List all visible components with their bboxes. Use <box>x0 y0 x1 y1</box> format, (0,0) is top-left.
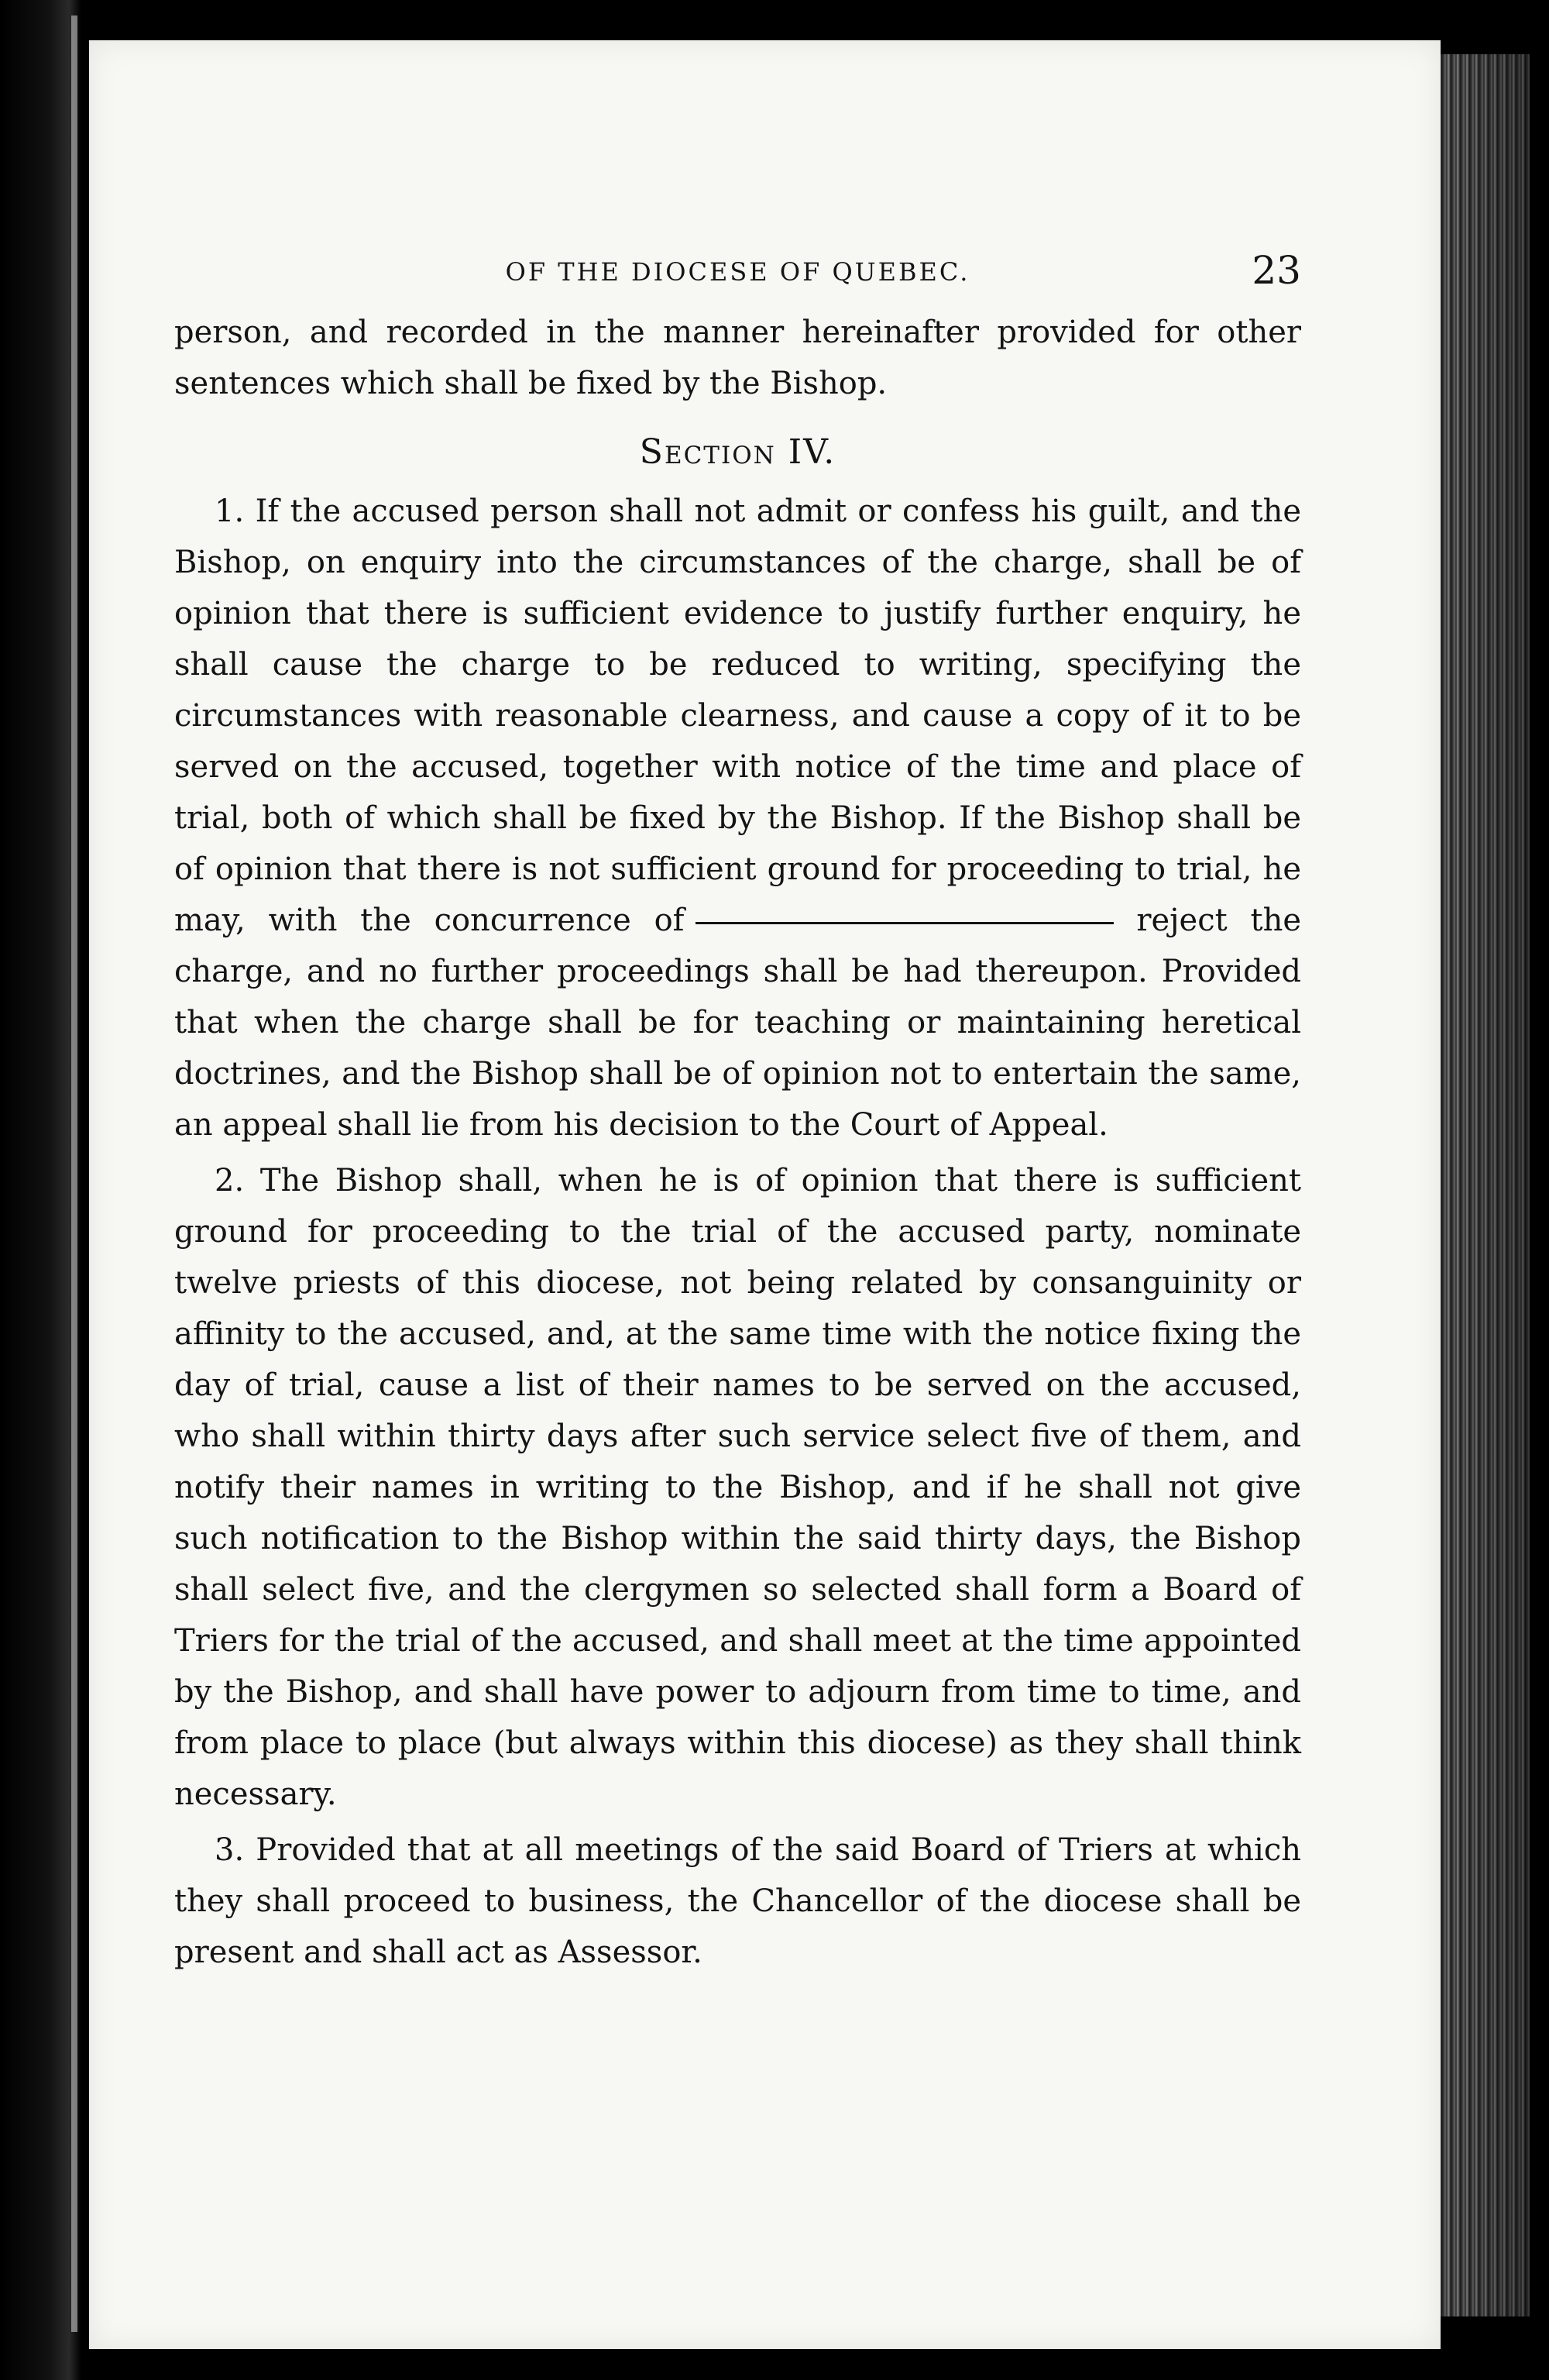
page-content <box>174 248 1301 1978</box>
list-item-2 <box>174 1155 1301 1820</box>
item-text-continued: reject the charge, and no further proceedings shall be had thereupon. Provided that when the charge shall be for teaching or maintaining heretical doctrines, and the Bishop shall be of opinion not to entertain the same, an appeal shall lie from his decision to the Court of Appeal. <box>174 903 1302 1143</box>
continuation-paragraph: person, and recorded in the manner hereinafter provided for other sentences which shall be fixed by the Bishop. <box>174 315 1301 401</box>
running-title: OF THE DIOCESE OF QUEBEC. <box>505 257 970 287</box>
item-text: Provided that at all meetings of the said Board of Triers at which they shall proceed to business, the Chancellor of the diocese shall be present and shall act as Assessor. <box>174 1832 1301 1970</box>
item-text: If the accused person shall not admit or confess his guilt, and the Bishop, on enquiry into the circumstances of the charge, shall be of opinion that there is sufficient evidence to justify further enquiry, he shall cause the charge to be reduced to writing, specifying the circumstances with reasonable clearness, and cause a copy of it to be served on the accused, together with notice of the time and place of trial, both of which shall be fixed by the Bishop. If the Bishop shall be of opinion that there is not sufficient ground for proceeding to trial, he may, with the concurrence of <box>174 494 1301 938</box>
page-number: 23 <box>1252 248 1301 293</box>
book-binding-edge <box>0 0 81 2380</box>
gutter-shadow <box>71 15 77 2332</box>
item-number: 2. <box>215 1163 245 1199</box>
item-number: 3. <box>215 1832 245 1868</box>
section-heading: Section IV. <box>639 432 836 472</box>
list-item-3 <box>174 1825 1301 1978</box>
running-head <box>174 248 1301 302</box>
item-number: 1. <box>215 494 245 529</box>
item-text: The Bishop shall, when he is of opinion that there is sufficient ground for proceeding to the trial of the accused party, nominate twelve priests of this diocese, not being related by consanguinity or affinity to the accused, and, at the same time with the notice fixing the day of trial, cause a list of their names to be served on the accused, who shall within thirty days after such service select five of them, and notify their names in writing to the Bishop, and if he shall not give such notification to the Bishop within the said thirty days, the Bishop shall select five, and the clergymen so selected shall form a Board of Triers for the trial of the accused, and shall meet at the time appointed by the Bishop, and shall have power to adjourn from time to time, and from place to place (but always within this diocese) as they shall think necessary. <box>174 1163 1301 1812</box>
page-sheet <box>89 40 1441 2349</box>
list-item-1 <box>174 486 1301 1150</box>
blank-line <box>696 922 1114 924</box>
